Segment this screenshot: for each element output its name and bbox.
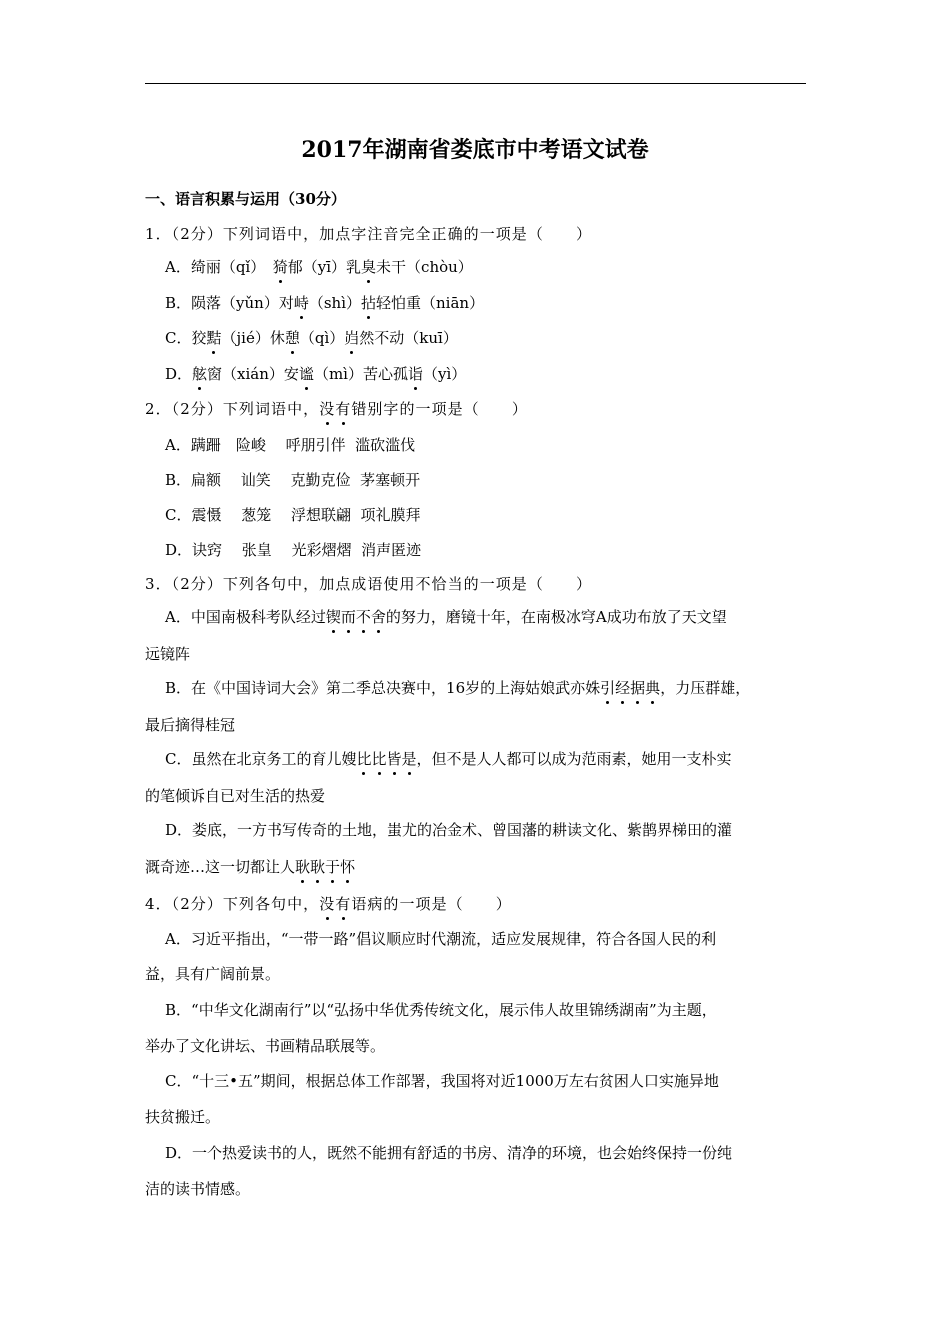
q2-option-b: B．扁额 讪笑 克勤克俭 茅塞顿开: [165, 471, 421, 489]
q3-option-c: C．虽然在北京务工的育儿嫂比比皆是，但不是人人都可以成为范雨素，她用一支朴实: [165, 750, 732, 768]
header-rule: [145, 83, 806, 84]
q3-option-b: B．在《中国诗词大会》第二季总决赛中，16岁的上海姑娘武亦姝引经据典，力压群雄，: [165, 679, 751, 697]
q1-option-a: A．绮丽（qǐ） 猗郁（yī）乳臭未干（chòu）: [165, 258, 473, 276]
q3-stem: 3．（2分）下列各句中，加点成语使用不恰当的一项是（ ）: [145, 575, 593, 593]
q2-option-c: C．震慑 葱笼 浮想联翩 项礼膜拜: [165, 506, 421, 524]
q1-option-b: B．陨落（yǔn）对峙（shì）拈轻怕重（niān）: [165, 294, 485, 312]
q1-option-c: C．狡黠（jié）休憩（qì）岿然不动（kuī）: [165, 329, 458, 347]
q4-option-c: C．“十三•五”期间，根据总体工作部署，我国将对近1000万左右贫困人口实施异地: [165, 1072, 719, 1090]
section-heading: 一、语言积累与运用（30分）: [145, 190, 346, 208]
q3-option-d-cont: 溉奇迹…这一切都让人耿耿于怀: [145, 858, 356, 876]
q3-option-b-cont: 最后摘得桂冠: [145, 716, 236, 734]
page-title: 2017年湖南省娄底市中考语文试卷: [301, 137, 649, 163]
q2-stem: 2．（2分）下列词语中，没有错别字的一项是（ ）: [145, 400, 528, 418]
q3-option-c-cont: 的笔倾诉自已对生活的热爱: [145, 787, 326, 805]
q2-option-d: D．诀窍 张皇 光彩熠熠 消声匿迹: [165, 541, 422, 559]
q1-stem: 1．（2分）下列词语中，加点字注音完全正确的一项是（ ）: [145, 225, 593, 243]
q2-option-a: A．蹒跚 险峻 呼朋引伴 滥砍滥伐: [165, 436, 416, 454]
q3-option-d: D．娄底，一方书写传奇的土地，蚩尤的冶金术、曾国藩的耕读文化、紫鹊界梯田的灌: [165, 821, 733, 839]
q4-stem: 4．（2分）下列各句中，没有语病的一项是（ ）: [145, 895, 512, 913]
q4-option-b-cont: 举办了文化讲坛、书画精品联展等。: [145, 1037, 386, 1055]
q4-option-c-cont: 扶贫搬迁。: [145, 1108, 221, 1126]
q4-option-b: B．“中华文化湖南行”以“弘扬中华优秀传统文化，展示伟人故里锦绣湖南”为主题，: [165, 1001, 717, 1019]
q1-option-d: D．舷窗（xián）安谧（mì）苦心孤诣（yì）: [165, 365, 467, 383]
q4-option-a: A．习近平指出，“一带一路”倡议顺应时代潮流，适应发展规律，符合各国人民的利: [165, 930, 717, 948]
q4-option-a-cont: 益，具有广阔前景。: [145, 965, 281, 983]
q3-option-a-cont: 远镜阵: [145, 645, 191, 663]
q4-option-d: D．一个热爱读书的人，既然不能拥有舒适的书房、清净的环境，也会始终保持一份纯: [165, 1144, 733, 1162]
q4-option-d-cont: 洁的读书情感。: [145, 1180, 251, 1198]
q3-option-a: A．中国南极科考队经过锲而不舍的努力，磨镜十年，在南极冰穹A成功布放了天文望: [165, 608, 727, 626]
